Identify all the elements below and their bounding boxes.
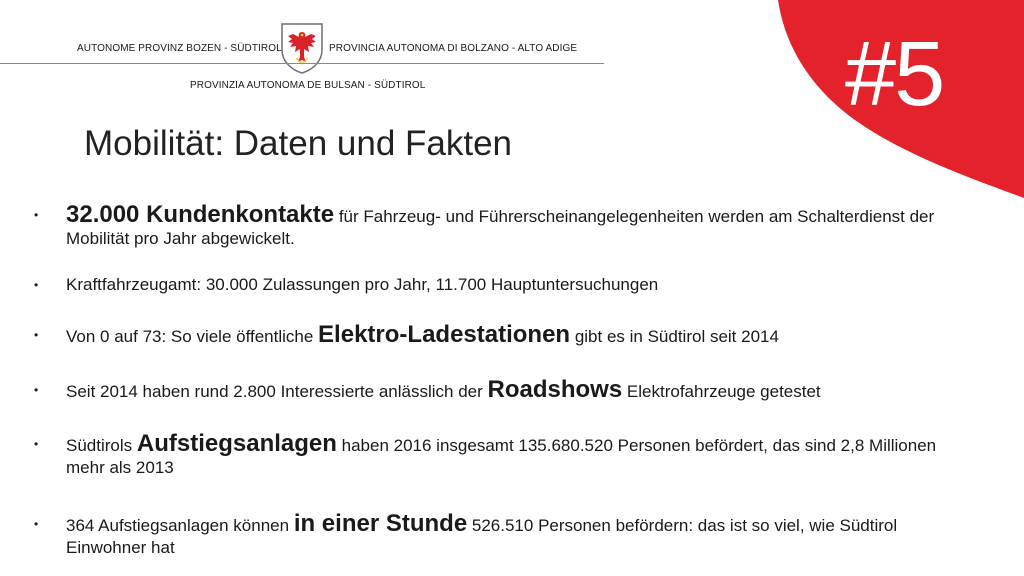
body-text: 364 Aufstiegsanlagen können	[66, 516, 294, 535]
list-item	[34, 376, 974, 403]
list-item	[34, 430, 974, 479]
emphasis-text: Elektro-Ladestationen	[318, 321, 571, 348]
list-item	[34, 510, 974, 559]
body-text: Kraftfahrzeugamt: 30.000 Zulassungen pro Jahr, 11.700 Hauptuntersuchungen	[66, 275, 659, 294]
body-text: gibt es in Südtirol seit 2014	[570, 327, 779, 346]
body-text: Südtirols	[66, 436, 137, 455]
body-text: Seit 2014 haben rund 2.800 Interessierte anlässlich der	[66, 382, 488, 401]
header-bottom-text: PROVINZIA AUTONOMA DE BULSAN - SÜDTIROL	[190, 80, 426, 91]
header-left-text: AUTONOME PROVINZ BOZEN - SÜDTIROL	[77, 43, 282, 54]
header-rule	[0, 63, 604, 64]
list-item	[34, 274, 974, 296]
emphasis-text: Aufstiegsanlagen	[136, 430, 337, 457]
body-text: 526.510 Personen befördern: das ist so viel, wie Südtirol Einwohner hat	[66, 516, 898, 557]
header-right-text: PROVINCIA AUTONOMA DI BOLZANO - ALTO ADIGE	[329, 43, 578, 54]
emphasis-text: in einer Stunde	[293, 510, 468, 537]
list-item	[34, 201, 974, 250]
list-item	[34, 321, 974, 348]
coat-of-arms-icon	[279, 22, 325, 74]
body-text: für Fahrzeug- und Führerscheinangelegenheiten werden am Schalterdienst der Mobilität pro Jahr abgewickelt.	[66, 207, 935, 248]
body-text: Elektrofahrzeuge getestet	[622, 382, 821, 401]
body-text: Von 0 auf 73: So viele öffentliche	[66, 327, 319, 346]
body-text: haben 2016 insgesamt 135.680.520 Personen befördert, das sind 2,8 Millionen mehr als 2013	[66, 436, 937, 477]
emphasis-text: Roadshows	[487, 376, 623, 403]
badge-label: #5	[845, 23, 944, 125]
page-title: Mobilität: Daten und Fakten	[84, 124, 513, 163]
emphasis-text: 32.000 Kundenkontakte	[66, 201, 335, 228]
